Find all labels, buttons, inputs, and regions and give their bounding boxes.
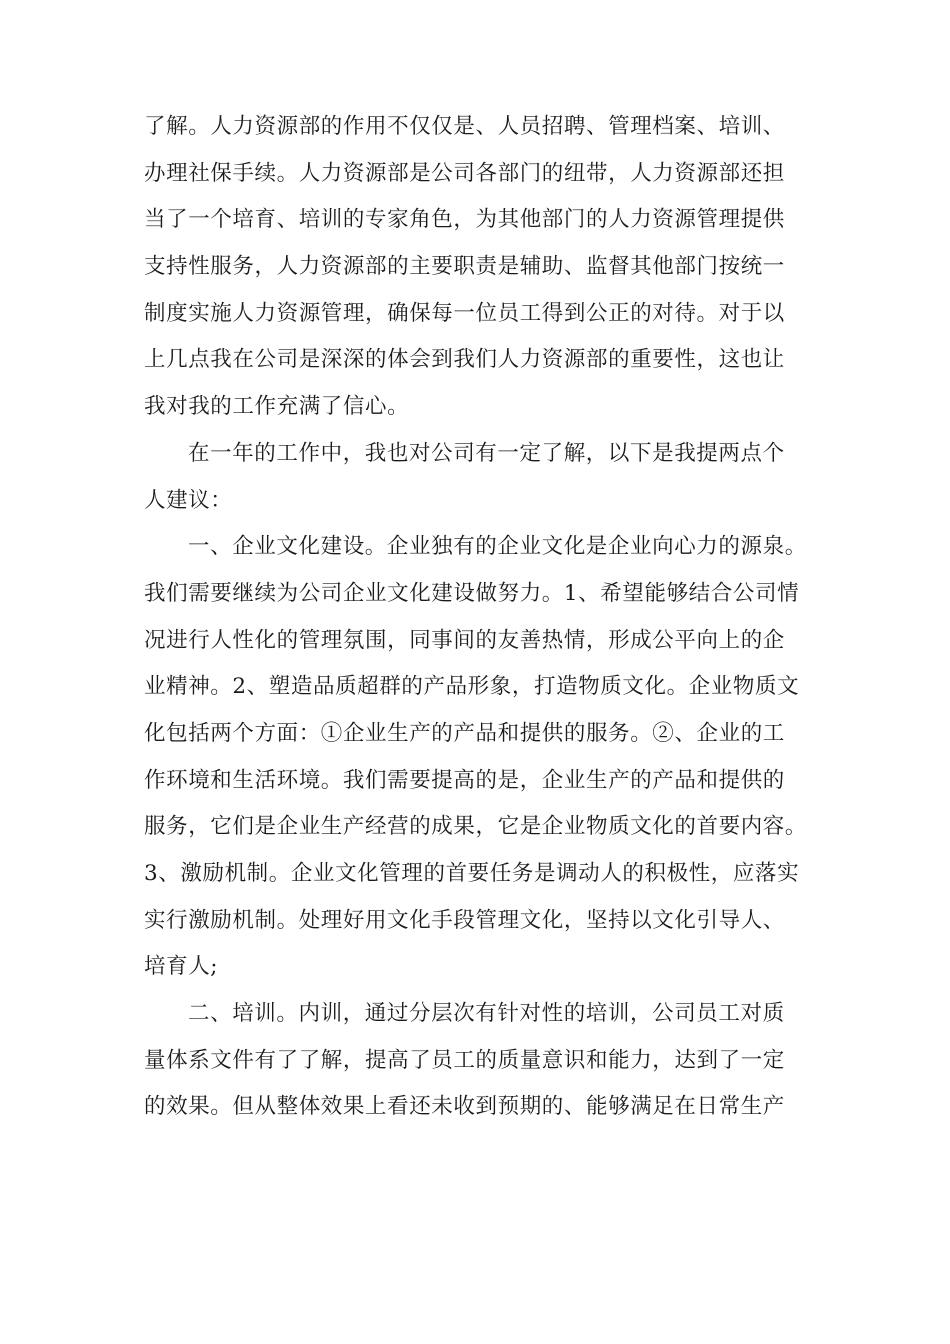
text-line: 人建议： <box>144 487 233 513</box>
text-line: 制度实施人力资源管理，确保每一位员工得到公正的对待。对于以 <box>144 300 785 326</box>
text-line: 作环境和生活环境。我们需要提高的是，企业生产的产品和提供的 <box>144 767 785 793</box>
text-line: 当了一个培育、培训的专家角色，为其他部门的人力资源管理提供 <box>144 207 785 233</box>
body-text <box>144 104 824 1131</box>
text-line: 况进行人性化的管理氛围，同事间的友善热情，形成公平向上的企 <box>144 627 785 653</box>
text-line: 支持性服务，人力资源部的主要职责是辅助、监督其他部门按统一 <box>144 254 785 280</box>
text-line: 服务，它们是企业生产经营的成果，它是企业物质文化的首要内容。 <box>144 814 808 840</box>
text-line: 实行激励机制。处理好用文化手段管理文化，坚持以文化引导人、 <box>144 907 785 933</box>
text-line: 化包括两个方面：①企业生产的产品和提供的服务。②、企业的工 <box>144 720 785 746</box>
text-line: 培育人; <box>144 954 219 980</box>
text-line: 我对我的工作充满了信心。 <box>144 394 410 420</box>
text-line: 上几点我在公司是深深的体会到我们人力资源部的重要性，这也让 <box>144 347 785 373</box>
text-line: 在一年的工作中，我也对公司有一定了解，以下是我提两点个 <box>188 440 785 466</box>
text-line: 的效果。但从整体效果上看还未收到预期的、能够满足在日常生产 <box>144 1094 785 1120</box>
text-line: 一、企业文化建设。企业独有的企业文化是企业向心力的源泉。 <box>188 534 807 560</box>
text-line: 我们需要继续为公司企业文化建设做努力。1、希望能够结合公司情 <box>144 580 800 606</box>
text-line: 二、培训。内训，通过分层次有针对性的培训，公司员工对质 <box>188 1001 785 1027</box>
text-line: 了解。人力资源部的作用不仅仅是、人员招聘、管理档案、培训、 <box>144 114 785 139</box>
text-line: 办理社保手续。人力资源部是公司各部门的纽带，人力资源部还担 <box>144 160 785 186</box>
text-line: 3、激励机制。企业文化管理的首要任务是调动人的积极性，应落实 <box>144 861 800 886</box>
text-line: 业精神。2、塑造品质超群的产品形象，打造物质文化。企业物质文 <box>144 674 800 700</box>
text-line: 量体系文件有了了解，提高了员工的质量意识和能力，达到了一定 <box>144 1047 785 1073</box>
